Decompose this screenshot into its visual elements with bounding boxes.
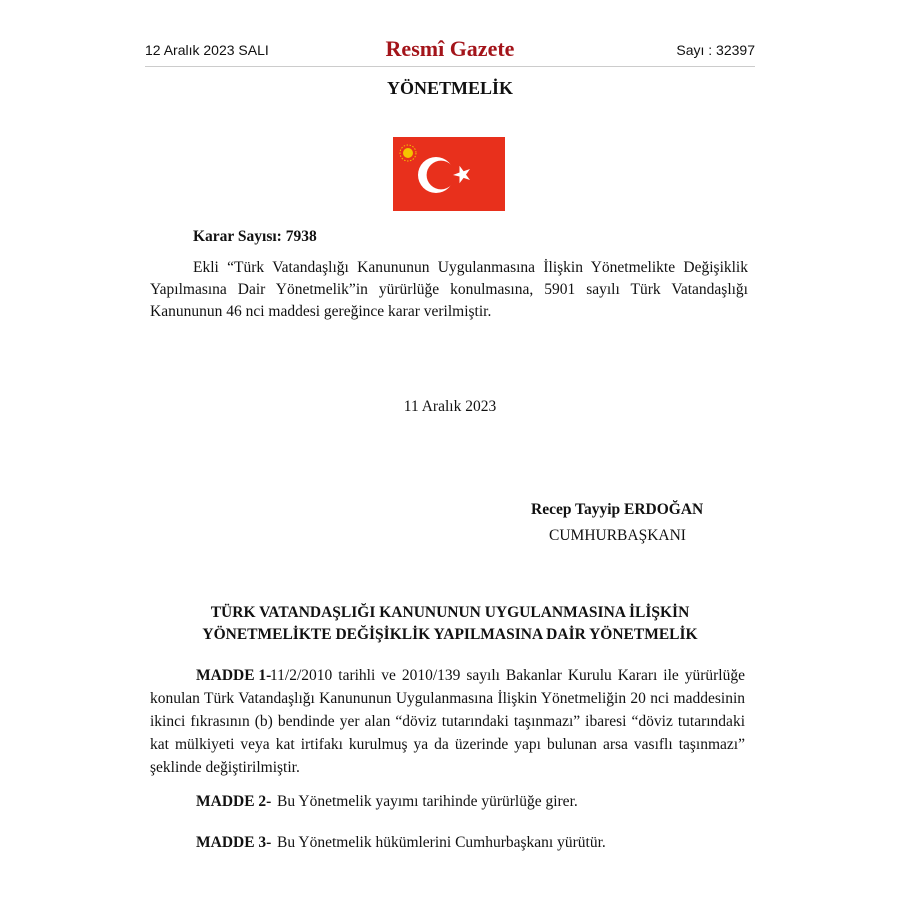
article-1-line: konulan Türk Vatandaşlığı Kanununun Uygulanmasına İlişkin Yönetmeliğin 20 nci maddesinin	[150, 690, 745, 707]
decision-date: 11 Aralık 2023	[403, 398, 497, 415]
decision-line: Yapılmasına Dair Yönetmelik”in yürürlüğe konulmasına, 5901 sayılı Türk Vatandaşlığı	[150, 281, 748, 298]
decision-number: Karar Sayısı: 7938	[193, 228, 317, 245]
article-1-line: şeklinde değiştirilmiştir.	[150, 759, 300, 776]
gazette-title: Resmî Gazete	[385, 36, 515, 61]
article-2-text: Bu Yönetmelik yayımı tarihinde yürürlüğe girer.	[277, 793, 578, 810]
article-1-line: kat mülkiyeti veya kat irtifakı kurulmuş ya da üzerinde yapı bulunan arsa vasıflı taşınmazı”	[150, 736, 745, 753]
signer-name: Recep Tayyip ERDOĞAN	[531, 501, 704, 518]
regulation-title-line: TÜRK VATANDAŞLIĞI KANUNUNUN UYGULANMASINA İLİŞKİN	[210, 604, 690, 621]
decision-line: Ekli “Türk Vatandaşlığı Kanununun Uygulanmasına İlişkin Yönetmelikte Değişiklik	[193, 259, 748, 276]
section-title: YÖNETMELİK	[386, 78, 514, 98]
article-1-line: 11/2/2010 tarihli ve 2010/139 sayılı Bakanlar Kurulu Kararı ile yürürlüğe	[270, 667, 745, 684]
signer-title: CUMHURBAŞKANI	[549, 527, 686, 544]
issue-number: Sayı : 32397	[676, 42, 755, 58]
regulation-title-line: YÖNETMELİKTE DEĞİŞİKLİK YAPILMASINA DAİR YÖNETMELİK	[202, 626, 698, 643]
article-2-label: MADDE 2-	[196, 793, 272, 810]
article-3-text: Bu Yönetmelik hükümlerini Cumhurbaşkanı yürütür.	[277, 834, 606, 851]
gazette-header	[145, 36, 755, 67]
article-3-label: MADDE 3-	[196, 834, 272, 851]
article-1-label: MADDE 1-	[196, 667, 272, 684]
header-date: 12 Aralık 2023 SALI	[145, 42, 269, 58]
decision-line: Kanununun 46 nci maddesi gereğince karar verilmiştir.	[150, 303, 492, 320]
turkish-flag-icon	[393, 137, 505, 211]
article-1-line: ikinci fıkrasının (b) bendinde yer alan “döviz tutarındaki taşınmazı” ibaresi “döviz tutarındaki	[150, 713, 745, 730]
